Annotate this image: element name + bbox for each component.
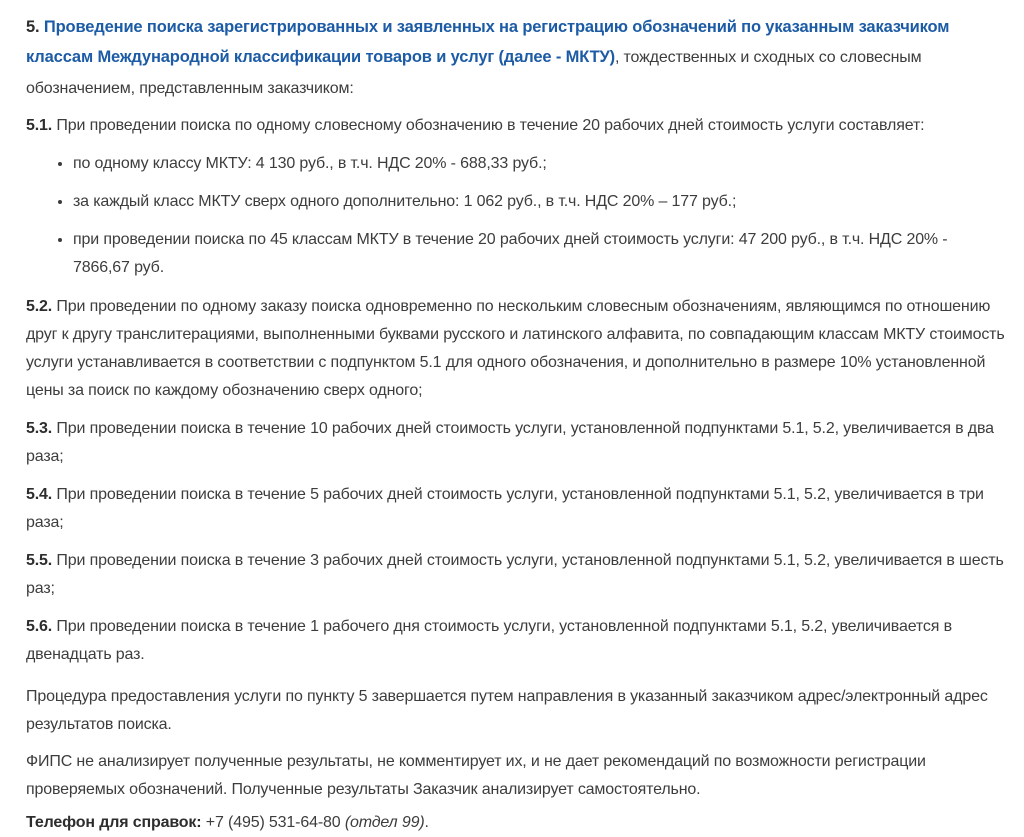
paragraph-5-6-number: 5.6. [26,618,53,635]
paragraph-5-2-number: 5.2. [26,298,53,315]
phone-line [26,809,1008,837]
paragraph-5-3-text: При проведении поиска в течение 10 рабочих дней стоимость услуги, установленной подпунктами 5.1, 5.2, увеличивается в два раза; [26,420,994,465]
closing-paragraph-disclaimer: ФИПС не анализирует полученные результаты, не комментирует их, и не дает рекомендаций по возможности регистрации проверяемых обозначений. Полученные результаты Заказчик анализирует самостоятельно. [26,753,926,798]
list-item: • при проведении поиска по 45 классам МКТУ в течение 20 рабочих дней стоимость услуги: 47 200 руб., в т.ч. НДС 20% - 7866,67 руб. [73,226,1008,282]
paragraph-5-5 [26,547,1008,603]
paragraph-5-1 [26,112,1008,140]
section-5-number: 5. [26,18,40,36]
paragraph-5-6 [26,613,1008,669]
section-5-heading [26,12,1008,104]
section-5-title-rest: , тождественных и сходных со словесным обозначением, представленным заказчиком: [26,49,922,97]
closing-paragraph-procedure: Процедура предоставления услуги по пункту 5 завершается путем направления в указанный заказчиком адрес/электронный адрес результатов поиска. [26,688,988,733]
phone-label: Телефон для справок: [26,814,202,831]
phone-number: +7 (495) 531-64-80 [201,814,345,831]
paragraph-5-3 [26,415,1008,471]
paragraph-5-1-text: При проведении поиска по одному словесному обозначению в течение 20 рабочих дней стоимость услуги составляет: [56,117,925,134]
paragraph-5-6-text: При проведении поиска в течение 1 рабочего дня стоимость услуги, установленной подпунктами 5.1, 5.2, увеличивается в двенадцать раз. [26,618,952,663]
phone-note: (отдел 99) [344,814,425,831]
paragraph-5-4-text: При проведении поиска в течение 5 рабочих дней стоимость услуги, установленной подпунктами 5.1, 5.2, увеличивается в три раза; [26,486,984,531]
paragraph-5-5-number: 5.5. [26,552,53,569]
paragraph-5-4 [26,481,1008,537]
section-5-title: Проведение поиска зарегистрированных и заявленных на регистрацию обозначений по указанным заказчиком классам Международной классификации товаров и услуг (далее - МКТУ) [26,18,950,66]
price-list [26,150,1008,282]
list-item: • по одному классу МКТУ: 4 130 руб., в т.ч. НДС 20% - 688,33 руб.; [73,150,1008,178]
phone-period: . [424,814,429,831]
paragraph-5-2 [26,293,1008,405]
paragraph-5-2-text: При проведении по одному заказу поиска одновременно по нескольким словесным обозначениям, являющимся по отношению друг к другу транслитерациями, выполненными буквами русского и латинского алфавита, по совпадающим классам МКТУ стоимость услуги устанавливается в соответствии с подпунктом 5.1 для одного обозначения, и дополнительно в размере 10% установленной цены за поиск по каждому обозначению сверх одного; [26,298,1005,399]
paragraph-5-4-number: 5.4. [26,486,53,503]
paragraph-5-1-number: 5.1. [26,117,53,134]
list-item: • за каждый класс МКТУ сверх одного дополнительно: 1 062 руб., в т.ч. НДС 20% – 177 руб.; [73,188,1008,216]
paragraph-5-5-text: При проведении поиска в течение 3 рабочих дней стоимость услуги, установленной подпунктами 5.1, 5.2, увеличивается в шесть раз; [26,552,1004,597]
paragraph-5-3-number: 5.3. [26,420,53,437]
